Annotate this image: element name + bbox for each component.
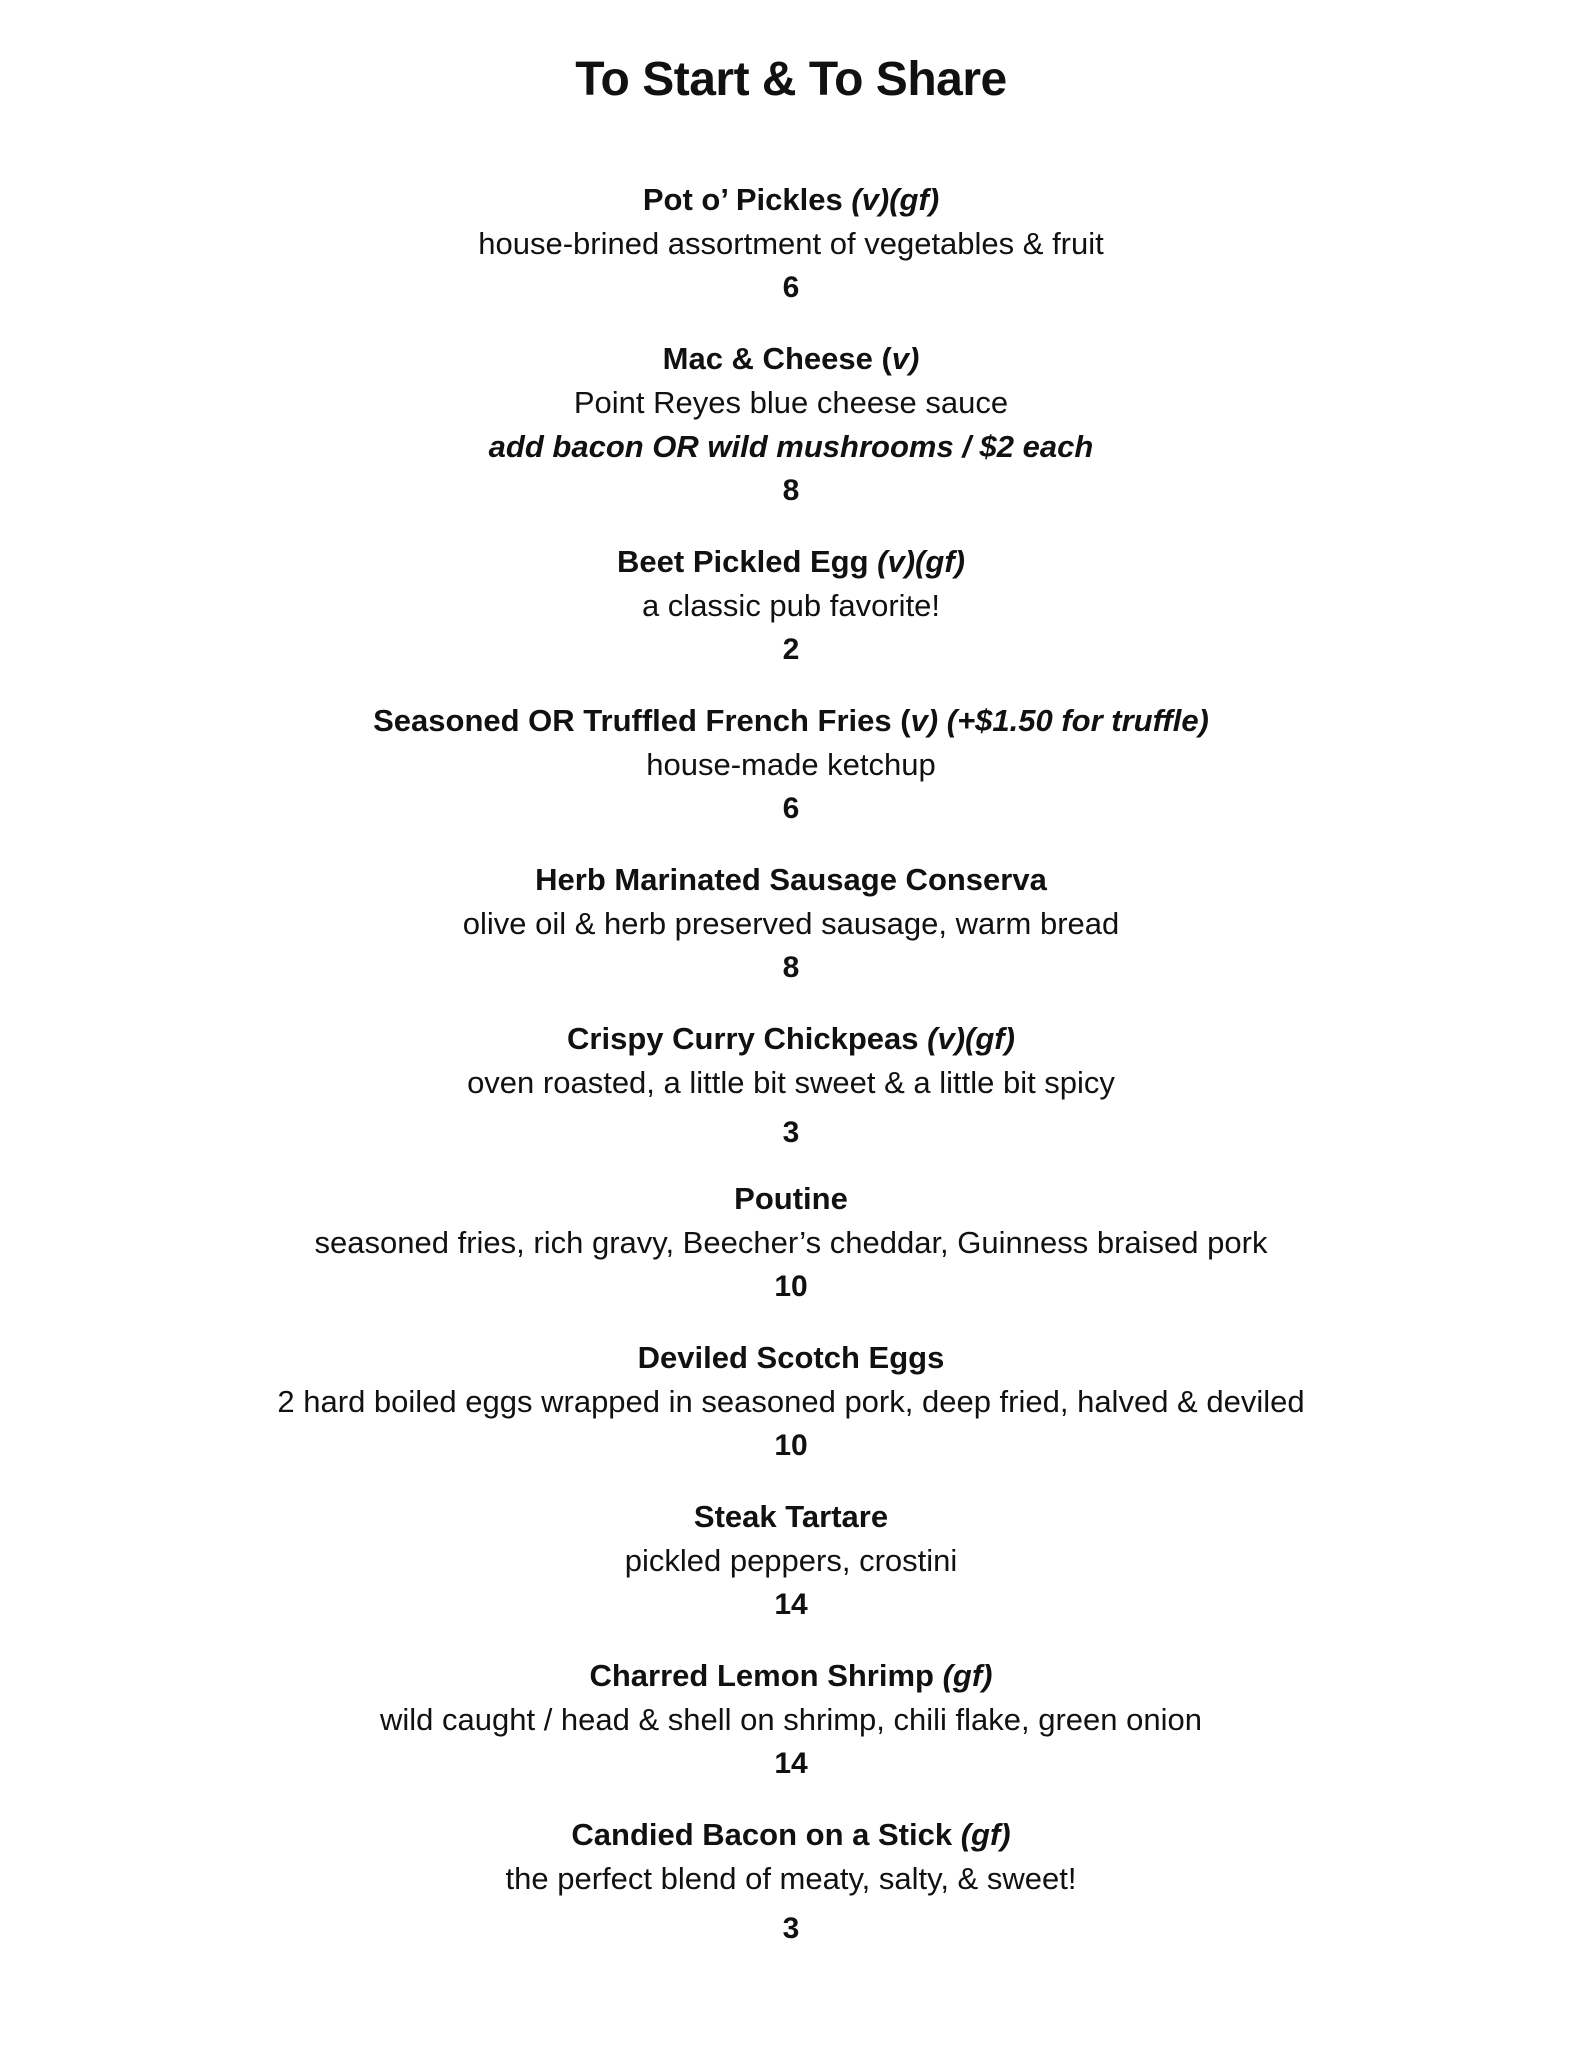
menu-item-sausage-conserva [0,858,1582,990]
menu-item-steak-tartare [0,1495,1582,1627]
item-price: 10 [774,1270,808,1303]
item-description: house-made ketchup [646,747,936,782]
item-name: Seasoned OR Truffled French Fries ( [373,703,911,738]
item-name: Charred Lemon Shrimp [589,1658,943,1693]
item-tags: (gf) [942,1658,993,1693]
item-name-line [0,1813,1582,1857]
menu-item-poutine [0,1177,1582,1309]
item-name-line [0,699,1582,743]
item-description: 2 hard boiled eggs wrapped in seasoned pork, deep fried, halved & deviled [277,1384,1305,1419]
menu-item-beet-pickled-egg [0,540,1582,672]
item-price: 14 [774,1588,808,1621]
item-tags: (gf) [960,1817,1011,1852]
menu-section-title: To Start & To Share [575,53,1007,106]
menu-item-french-fries [0,699,1582,831]
item-description: the perfect blend of meaty, salty, & sweet! [505,1861,1077,1896]
item-name: Poutine [734,1181,848,1216]
item-price: 10 [774,1429,808,1462]
item-name: Herb Marinated Sausage Conserva [535,862,1047,897]
item-description: house-brined assortment of vegetables & fruit [478,226,1104,261]
item-name: Deviled Scotch Eggs [637,1340,945,1375]
item-price: 3 [782,1116,800,1149]
item-name-line [0,337,1582,381]
menu-item-curry-chickpeas [0,1017,1582,1155]
item-name: Steak Tartare [693,1499,889,1534]
item-tags: v) (+$1.50 for truffle) [910,703,1209,738]
item-tags: (v)(gf) [877,544,965,579]
item-price: 8 [782,474,800,507]
menu-item-deviled-scotch-eggs [0,1336,1582,1468]
item-price: 3 [782,1912,800,1945]
menu-item-mac-and-cheese [0,337,1582,513]
item-name-line [0,858,1582,902]
item-name-line [0,1654,1582,1698]
item-name-line [0,1017,1582,1061]
item-price: 6 [782,792,800,825]
item-description: olive oil & herb preserved sausage, warm bread [462,906,1120,941]
menu-item-pot-o-pickles [0,178,1582,310]
item-name-line [0,1336,1582,1380]
item-name: Crispy Curry Chickpeas [567,1021,928,1056]
item-price: 6 [782,271,800,304]
item-name-line [0,1495,1582,1539]
item-name: Mac & Cheese ( [662,341,892,376]
item-description: seasoned fries, rich gravy, Beecher’s cheddar, Guinness braised pork [314,1225,1268,1260]
menu-item-charred-lemon-shrimp [0,1654,1582,1786]
item-name-line [0,540,1582,584]
item-price: 8 [782,951,800,984]
item-name: Beet Pickled Egg [617,544,878,579]
item-description: a classic pub favorite! [641,588,941,623]
menu-item-candied-bacon [0,1813,1582,1951]
item-description: oven roasted, a little bit sweet & a little bit spicy [467,1065,1115,1100]
item-name-line [0,178,1582,222]
item-name: Candied Bacon on a Stick [571,1817,961,1852]
item-price: 2 [782,633,800,666]
item-description: Point Reyes blue cheese sauce [573,385,1009,420]
item-price: 14 [774,1747,808,1780]
item-add-on-note: add bacon OR wild mushrooms / $2 each [488,429,1094,464]
item-description: pickled peppers, crostini [624,1543,958,1578]
item-name: Pot o’ Pickles [642,182,852,217]
item-tags: (v)(gf) [927,1021,1015,1056]
item-tags: (v)(gf) [851,182,940,217]
item-tags: v) [891,341,920,376]
item-description: wild caught / head & shell on shrimp, chili flake, green onion [380,1702,1202,1737]
item-name-line [0,1177,1582,1221]
